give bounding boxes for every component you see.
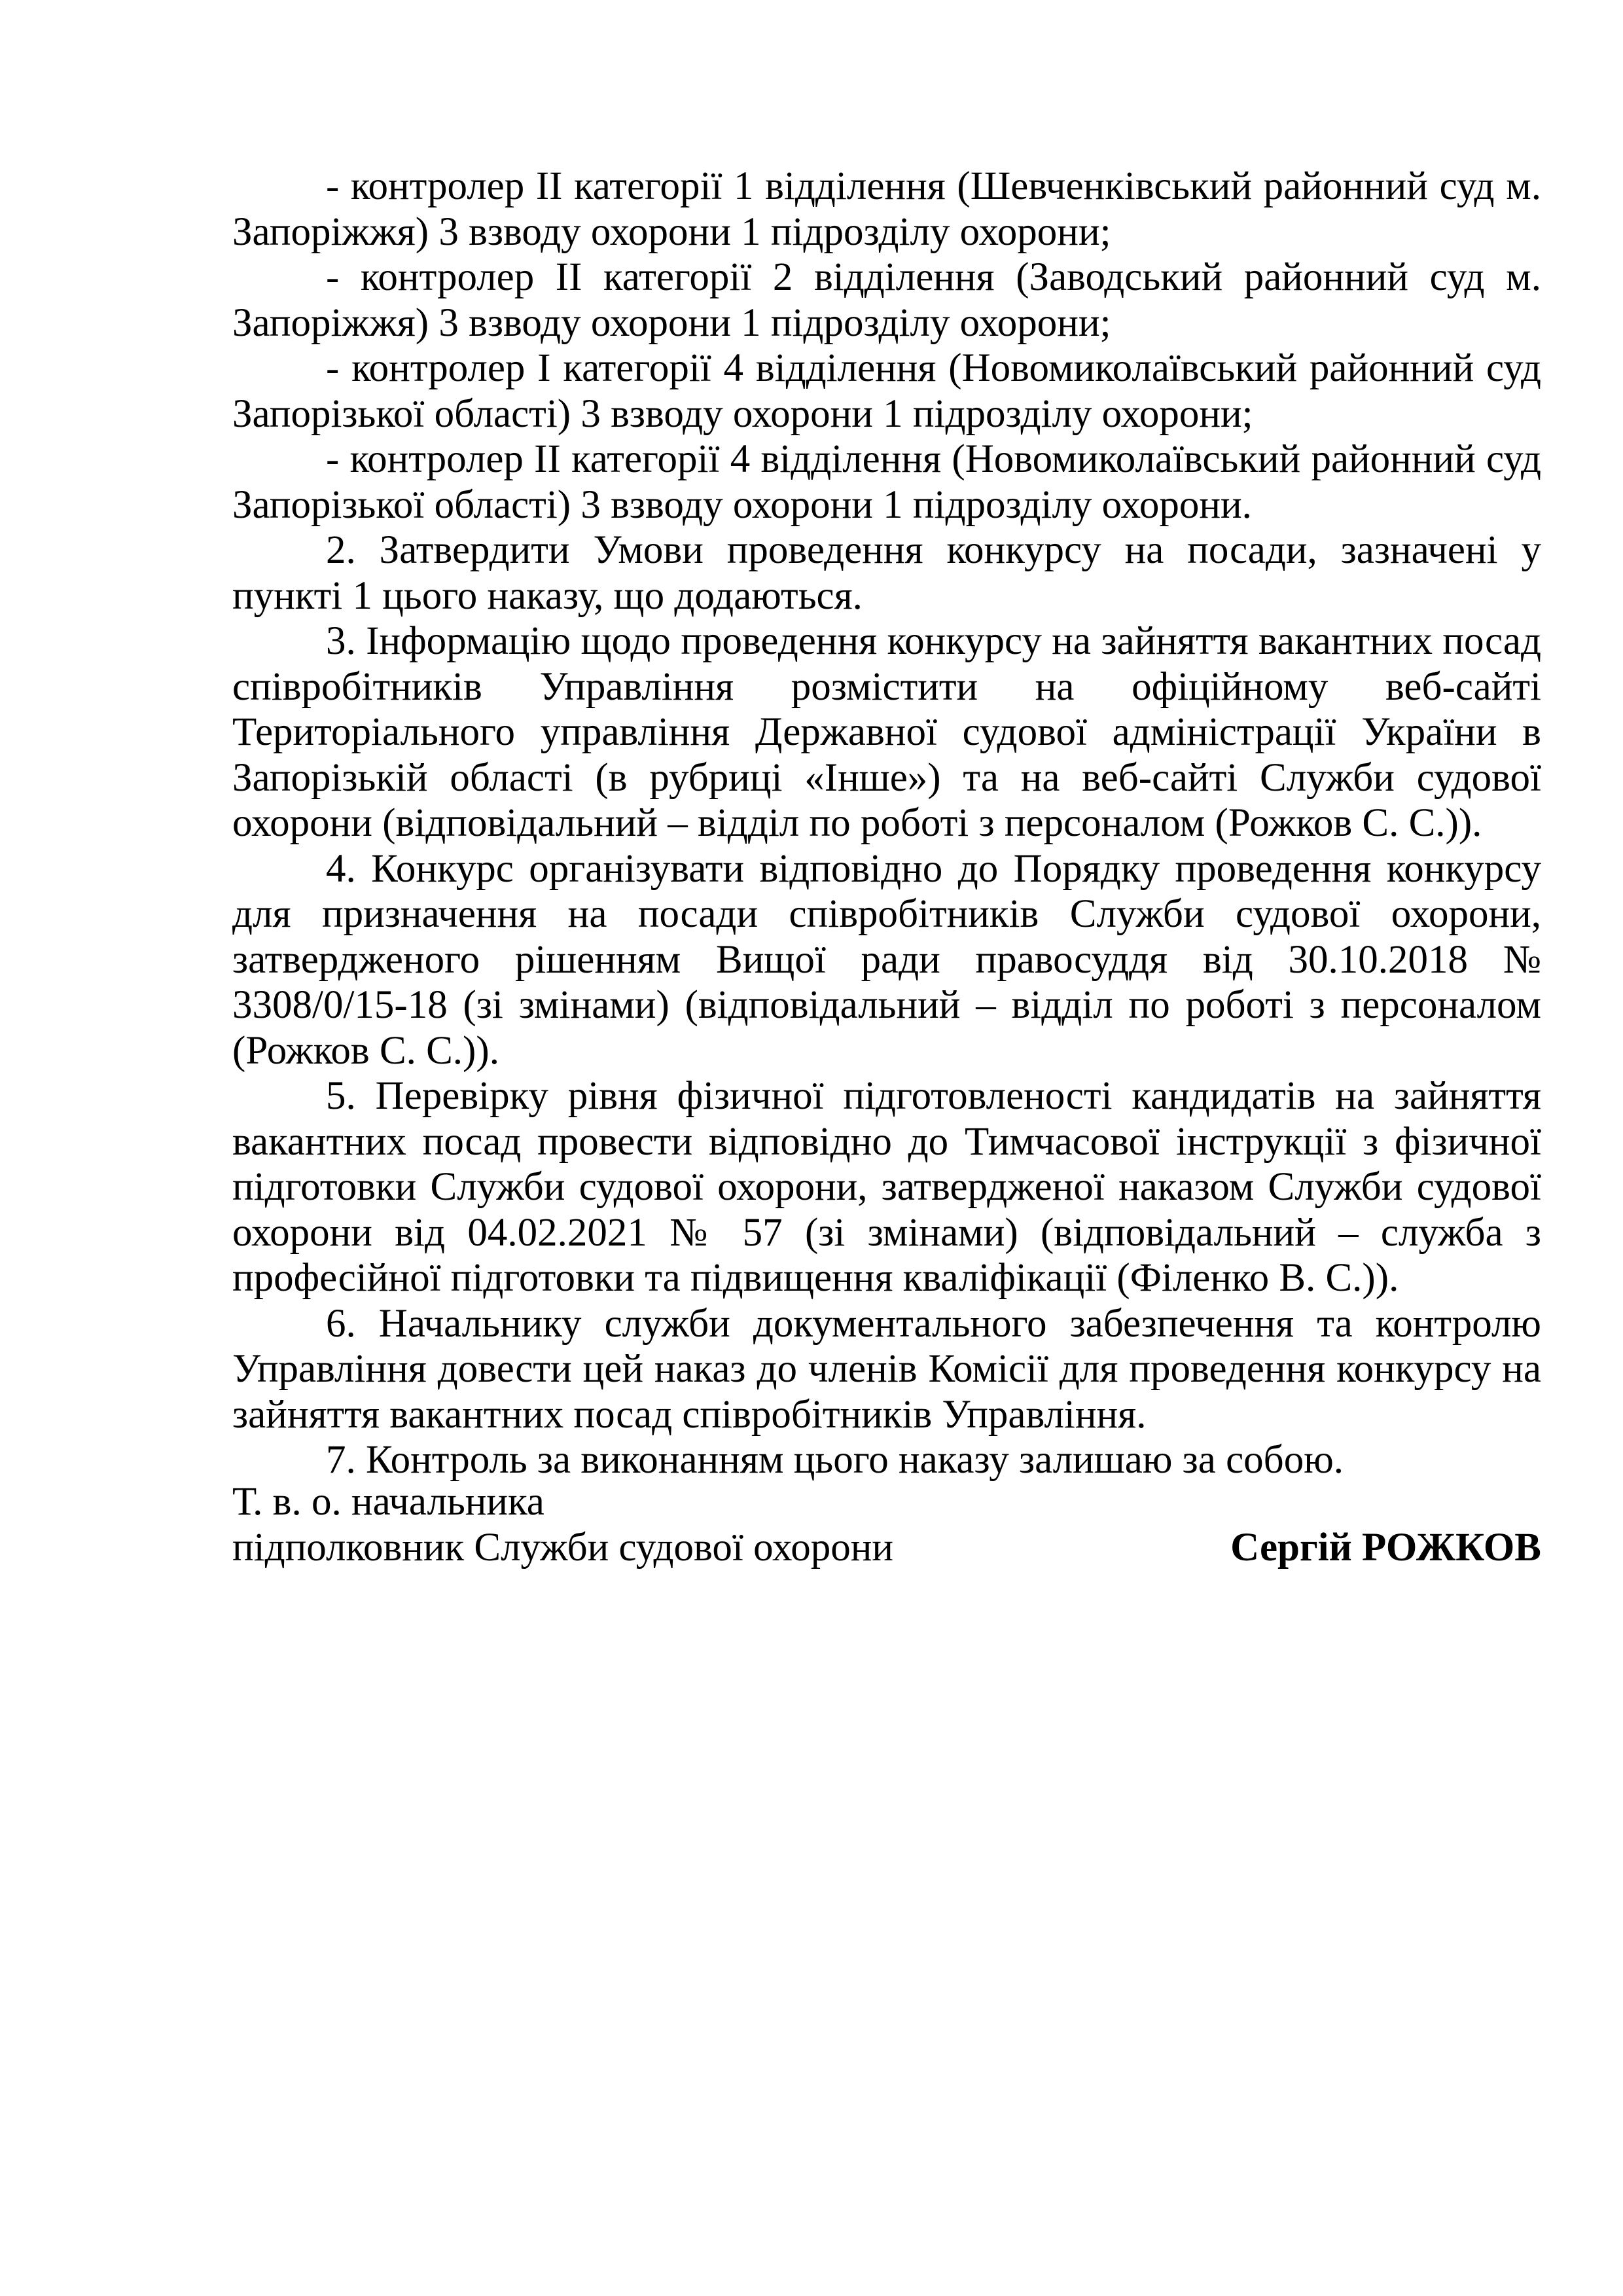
signature-title: Т. в. о. начальника: [232, 1480, 544, 1524]
clause-6: 6. Начальнику служби документального забезпечення та контролю Управління довести цей наказ до членів Комісії для проведення конкурсу на зайняття вакантних посад співробітників Управління.: [232, 1301, 1541, 1437]
clause-7: 7. Контроль за виконанням цього наказу залишаю за собою.: [326, 1438, 1344, 1482]
clause-5: 5. Перевірку рівня фізичної підготовленості кандидатів на зайняття вакантних посад провести відповідно до Тимчасової інструкції з фізичної підготовки Служби судової охорони, затвердженої наказом Служби судової охорони від 04.02.2021 № 57 (зі змінами) (відповідальний – служба з професійної підготовки та підвищення кваліфікації (Філенко В. С.)).: [232, 1074, 1541, 1300]
signature-position-line-1: [232, 1479, 1541, 1525]
clause-4: 4. Конкурс організувати відповідно до Порядку проведення конкурсу для призначення на посади співробітників Служби судової охорони, затвердженого рішенням Вищої ради правосуддя від 30.10.2018 № 3308/0/15-18 (зі змінами) (відповідальний – відділ по роботі з персоналом (Рожков С. С.)).: [232, 846, 1541, 1073]
signature-name: Сергій РОЖКОВ: [1230, 1525, 1541, 1570]
list-item-controller-1: - контролер ІІ категорії 1 відділення (Шевченківський районний суд м. Запоріжжя) 3 взводу охорони 1 підрозділу охорони;: [232, 164, 1541, 254]
signature-position-line-2: [232, 1525, 1541, 1571]
list-item-controller-2: - контролер ІІ категорії 2 відділення (Заводський районний суд м. Запоріжжя) 3 взводу охорони 1 підрозділу охорони;: [232, 255, 1541, 345]
document-body: [232, 164, 1541, 1483]
signature-block: [232, 1479, 1541, 1570]
signature-rank: підполковник Служби судової охорони: [232, 1525, 894, 1570]
list-item-controller-3: - контролер І категорії 4 відділення (Новомиколаївський районний суд Запорізької області) 3 взводу охорони 1 підрозділу охорони;: [232, 346, 1541, 436]
clause-2: 2. Затвердити Умови проведення конкурсу на посади, зазначені у пункті 1 цього наказу, що додаються.: [232, 528, 1541, 618]
clause-3: 3. Інформацію щодо проведення конкурсу на зайняття вакантних посад співробітників Управління розмістити на офіційному веб-сайті Територіального управління Державної судової адміністрації України в Запорізькій області (в рубриці «Інше») та на веб-сайті Служби судової охорони (відповідальний – відділ по роботі з персоналом (Рожков С. С.)).: [232, 619, 1541, 845]
list-item-controller-4: - контролер ІІ категорії 4 відділення (Новомиколаївський районний суд Запорізької області) 3 взводу охорони 1 підрозділу охорони.: [232, 437, 1541, 527]
